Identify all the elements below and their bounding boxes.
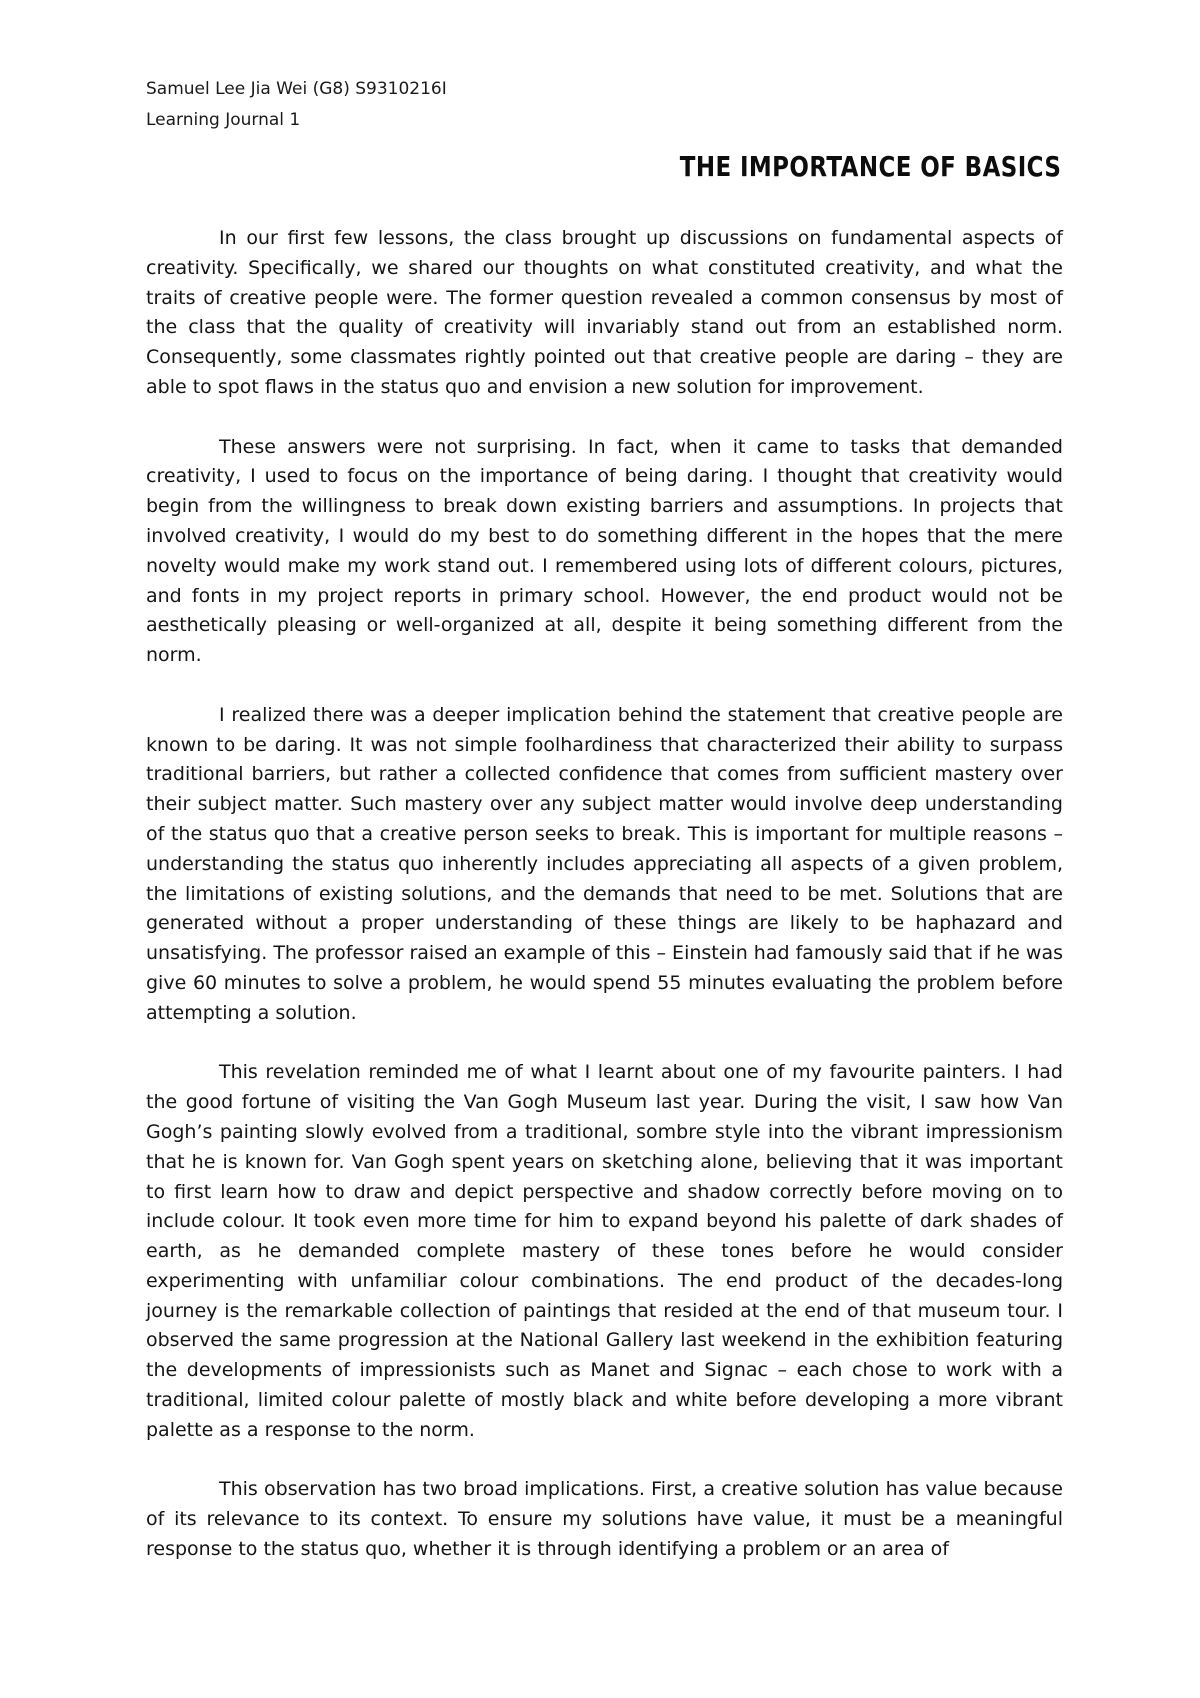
- paragraph-5: This observation has two broad implications. First, a creative solution has value because of its relevance to its context. To ensure my solutions have value, it must be a meaningful response to the status quo, whether it is through identifying a problem or an area of: [146, 1478, 1063, 1561]
- document-title: THE IMPORTANCE OF BASICS: [679, 150, 1061, 183]
- author-line: Samuel Lee Jia Wei (G8) S9310216I: [146, 79, 447, 99]
- paragraph-1: In our first few lessons, the class brought up discussions on fundamental aspects of creativity. Specifically, we shared our thoughts on what constituted creativity, and what the traits of creative people were. The former question revealed a common consensus by most of the class that the quality of creativity will invariably stand out from an established norm. Consequently, some classmates rightly pointed out that creative people are daring – they are able to spot flaws in the status quo and envision a new solution for improvement.: [146, 227, 1063, 398]
- paragraph-3: I realized there was a deeper implication behind the statement that creative people are known to be daring. It was not simple foolhardiness that characterized their ability to surpass traditional barriers, but rather a collected confidence that comes from sufficient mastery over their subject matter. Such mastery over any subject matter would involve deep understanding of the status quo that a creative person seeks to break. This is important for multiple reasons – understanding the status quo inherently includes appreciating all aspects of a given problem, the limitations of existing solutions, and the demands that need to be met. Solutions that are generated without a proper understanding of these things are likely to be haphazard and unsatisfying. The professor raised an example of this – Einstein had famously said that if he was give 60 minutes to solve a problem, he would spend 55 minutes evaluating the problem before attempting a solution.: [146, 703, 1063, 1024]
- journal-line: Learning Journal 1: [146, 110, 301, 130]
- paragraph-4: This revelation reminded me of what I learnt about one of my favourite painters. I had the good fortune of visiting the Van Gogh Museum last year. During the visit, I saw how Van Gogh’s painting slowly evolved from a traditional, sombre style into the vibrant impressionism that he is known for. Van Gogh spent years on sketching alone, believing that it was important to first learn how to draw and depict perspective and shadow correctly before moving on to include colour. It took even more time for him to expand beyond his palette of dark shades of earth, as he demanded complete mastery of these tones before he would consider experimenting with unfamiliar colour combinations. The end product of the decades-long journey is the remarkable collection of paintings that resided at the end of that museum tour. I observed the same progression at the National Gallery last weekend in the exhibition featuring the developments of impressionists such as Manet and Signac – each chose to work with a traditional, limited colour palette of mostly black and white before developing a more vibrant palette as a response to the norm.: [146, 1061, 1063, 1441]
- document-body: [146, 224, 1063, 1595]
- document-header: [146, 74, 447, 136]
- paragraph-2: These answers were not surprising. In fact, when it came to tasks that demanded creativity, I used to focus on the importance of being daring. I thought that creativity would begin from the willingness to break down existing barriers and assumptions. In projects that involved creativity, I would do my best to do something different in the hopes that the mere novelty would make my work stand out. I remembered using lots of different colours, pictures, and fonts in my project reports in primary school. However, the end product would not be aesthetically pleasing or well-organized at all, despite it being something different from the norm.: [146, 435, 1063, 667]
